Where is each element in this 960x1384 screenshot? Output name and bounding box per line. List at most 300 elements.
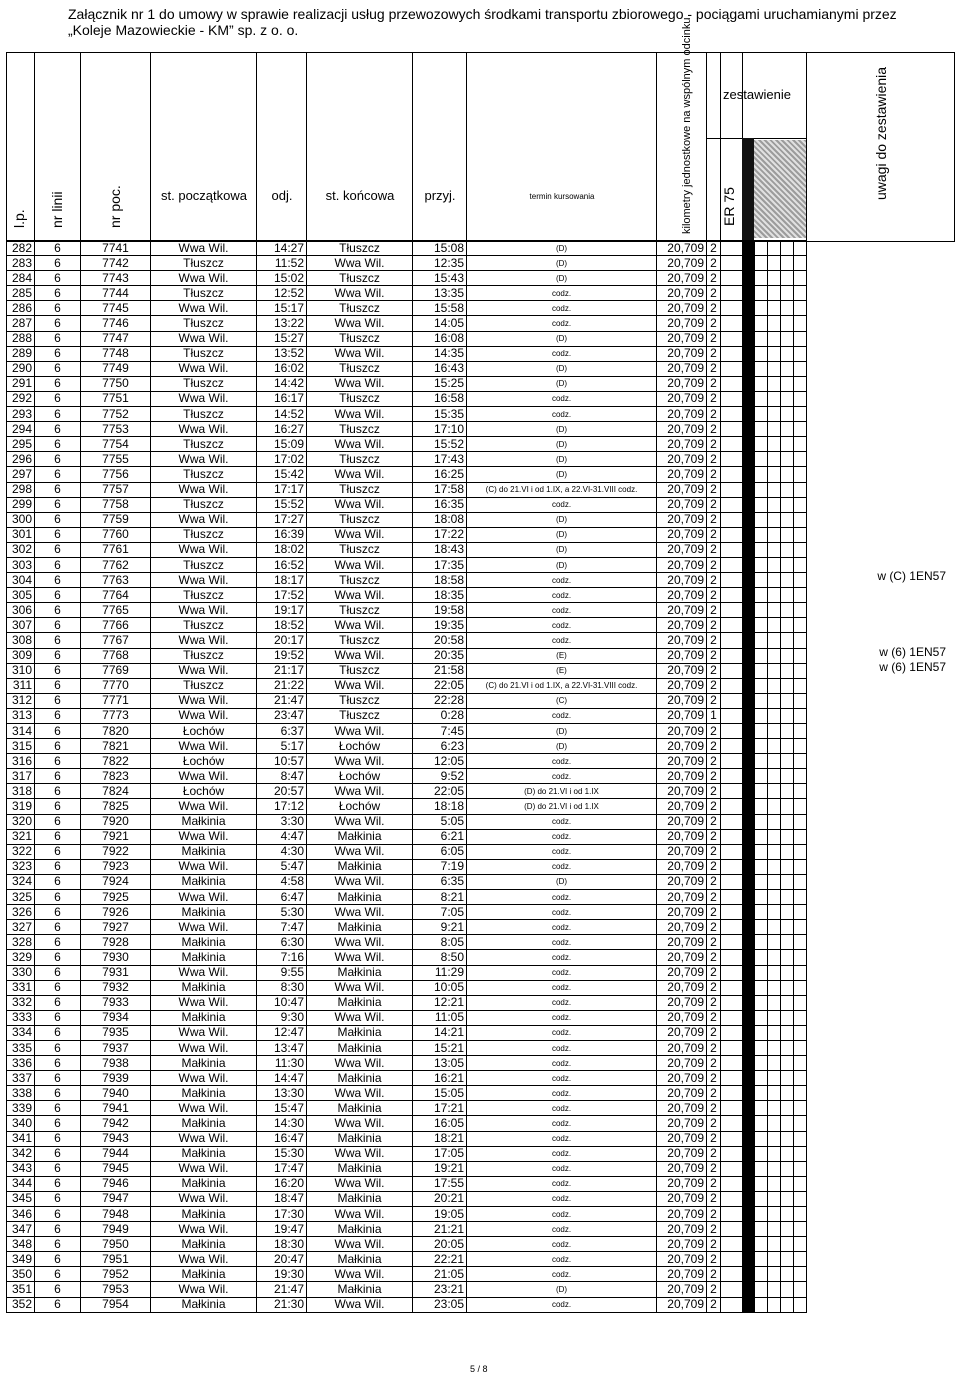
empty-cell [755, 799, 768, 814]
er75-cell [743, 1297, 755, 1312]
start-station-cell: Tłuszcz [151, 437, 257, 452]
km-cell: 20,709 [657, 1161, 707, 1176]
header-zestawienie: zestawienie [706, 52, 807, 139]
arrival-cell: 17:22 [413, 527, 467, 542]
er75-cell [743, 754, 755, 769]
header-odj: odj. [256, 52, 307, 240]
lp-cell: 322 [7, 844, 35, 859]
km-cell: 20,709 [657, 391, 707, 406]
linia-cell: 6 [35, 588, 81, 603]
empty-cell [794, 1252, 807, 1267]
termin-cell: codz. [467, 1040, 657, 1055]
empty-cell [781, 437, 794, 452]
empty-cell [781, 874, 794, 889]
empty-cell [768, 407, 781, 422]
empty-cell [721, 754, 743, 769]
er75-cell [743, 316, 755, 331]
lp-cell: 311 [7, 678, 35, 693]
termin-cell: (D) [467, 542, 657, 557]
termin-cell: (D) [467, 512, 657, 527]
departure-cell: 7:16 [257, 950, 307, 965]
empty-cell [755, 557, 768, 572]
km-cell: 20,709 [657, 1116, 707, 1131]
table-row [7, 693, 807, 708]
departure-cell: 17:27 [257, 512, 307, 527]
zestawienie-cell: 2 [707, 482, 721, 497]
poc-cell: 7757 [81, 482, 151, 497]
departure-cell: 16:17 [257, 391, 307, 406]
empty-cell [768, 618, 781, 633]
termin-cell: codz. [467, 965, 657, 980]
termin-cell: codz. [467, 1176, 657, 1191]
linia-cell: 6 [35, 316, 81, 331]
table-row [7, 1252, 807, 1267]
km-cell: 20,709 [657, 633, 707, 648]
poc-cell: 7943 [81, 1131, 151, 1146]
poc-cell: 7922 [81, 844, 151, 859]
empty-cell [755, 301, 768, 316]
empty-cell [755, 829, 768, 844]
table-row [7, 814, 807, 829]
empty-cell [781, 693, 794, 708]
empty-cell [755, 1131, 768, 1146]
arrival-cell: 23:05 [413, 1297, 467, 1312]
empty-cell [794, 1086, 807, 1101]
empty-cell [794, 603, 807, 618]
zestawienie-cell: 2 [707, 256, 721, 271]
zestawienie-cell: 2 [707, 542, 721, 557]
empty-cell [781, 557, 794, 572]
termin-cell: codz. [467, 814, 657, 829]
lp-cell: 285 [7, 286, 35, 301]
table-row [7, 905, 807, 920]
empty-cell [781, 1237, 794, 1252]
lp-cell: 317 [7, 769, 35, 784]
arrival-cell: 9:52 [413, 769, 467, 784]
zestawienie-cell: 2 [707, 1010, 721, 1025]
poc-cell: 7825 [81, 799, 151, 814]
departure-cell: 17:02 [257, 452, 307, 467]
empty-cell [755, 1056, 768, 1071]
empty-cell [781, 316, 794, 331]
departure-cell: 10:47 [257, 995, 307, 1010]
arrival-cell: 20:05 [413, 1237, 467, 1252]
arrival-cell: 21:21 [413, 1222, 467, 1237]
empty-cell [721, 1252, 743, 1267]
empty-cell [721, 980, 743, 995]
empty-cell [781, 603, 794, 618]
start-station-cell: Wwa Wil. [151, 1222, 257, 1237]
km-cell: 20,709 [657, 271, 707, 286]
empty-cell [781, 1086, 794, 1101]
empty-cell [768, 784, 781, 799]
end-station-cell: Wwa Wil. [307, 1086, 413, 1101]
empty-cell [755, 361, 768, 376]
start-station-cell: Wwa Wil. [151, 512, 257, 527]
table-row [7, 663, 807, 678]
empty-cell [721, 1161, 743, 1176]
empty-cell [755, 437, 768, 452]
end-station-cell: Wwa Wil. [307, 1116, 413, 1131]
arrival-cell: 12:35 [413, 256, 467, 271]
empty-cell [794, 678, 807, 693]
km-cell: 20,709 [657, 754, 707, 769]
start-station-cell: Wwa Wil. [151, 1161, 257, 1176]
table-row [7, 1191, 807, 1206]
start-station-cell: Małkinia [151, 1267, 257, 1282]
end-station-cell: Wwa Wil. [307, 376, 413, 391]
empty-cell [794, 724, 807, 739]
departure-cell: 6:37 [257, 724, 307, 739]
termin-cell: (C) do 21.VI i od 1.IX, a 22.VI-31.VIII codz. [467, 678, 657, 693]
table-row [7, 980, 807, 995]
er75-cell [743, 1146, 755, 1161]
linia-cell: 6 [35, 1222, 81, 1237]
start-station-cell: Wwa Wil. [151, 573, 257, 588]
departure-cell: 5:17 [257, 739, 307, 754]
empty-cell [755, 874, 768, 889]
departure-cell: 5:30 [257, 905, 307, 920]
termin-cell: codz. [467, 573, 657, 588]
empty-cell [721, 497, 743, 512]
termin-cell: codz. [467, 769, 657, 784]
empty-cell [794, 965, 807, 980]
empty-cell [794, 301, 807, 316]
empty-cell [794, 527, 807, 542]
termin-cell: codz. [467, 1267, 657, 1282]
zestawienie-cell: 2 [707, 467, 721, 482]
arrival-cell: 15:21 [413, 1040, 467, 1055]
poc-cell: 7767 [81, 633, 151, 648]
empty-cell [794, 467, 807, 482]
linia-cell: 6 [35, 814, 81, 829]
er75-cell [743, 1252, 755, 1267]
zestawienie-cell: 2 [707, 995, 721, 1010]
empty-cell [781, 890, 794, 905]
empty-cell [755, 241, 768, 256]
start-station-cell: Wwa Wil. [151, 633, 257, 648]
poc-cell: 7923 [81, 859, 151, 874]
start-station-cell: Wwa Wil. [151, 301, 257, 316]
arrival-cell: 21:58 [413, 663, 467, 678]
end-station-cell: Małkinia [307, 1025, 413, 1040]
lp-cell: 345 [7, 1191, 35, 1206]
er75-cell [743, 361, 755, 376]
empty-cell [781, 1146, 794, 1161]
empty-cell [721, 512, 743, 527]
empty-cell [755, 316, 768, 331]
arrival-cell: 23:21 [413, 1282, 467, 1297]
departure-cell: 11:52 [257, 256, 307, 271]
termin-cell: (D) [467, 256, 657, 271]
linia-cell: 6 [35, 391, 81, 406]
empty-cell [768, 588, 781, 603]
departure-cell: 16:52 [257, 557, 307, 572]
page-number: 5 / 8 [470, 1364, 488, 1374]
er75-cell [743, 874, 755, 889]
er75-cell [743, 482, 755, 497]
lp-cell: 337 [7, 1071, 35, 1086]
table-row [7, 467, 807, 482]
start-station-cell: Wwa Wil. [151, 1252, 257, 1267]
end-station-cell: Tłuszcz [307, 708, 413, 723]
km-cell: 20,709 [657, 497, 707, 512]
departure-cell: 3:30 [257, 814, 307, 829]
poc-cell: 7768 [81, 648, 151, 663]
linia-cell: 6 [35, 1176, 81, 1191]
table-row [7, 618, 807, 633]
empty-cell [768, 573, 781, 588]
start-station-cell: Wwa Wil. [151, 1191, 257, 1206]
lp-cell: 334 [7, 1025, 35, 1040]
empty-cell [755, 346, 768, 361]
km-cell: 20,709 [657, 769, 707, 784]
empty-cell [794, 935, 807, 950]
end-station-cell: Wwa Wil. [307, 754, 413, 769]
empty-cell [721, 1267, 743, 1282]
start-station-cell: Łochów [151, 754, 257, 769]
arrival-cell: 11:05 [413, 1010, 467, 1025]
header-er75: ER 75 [720, 52, 743, 240]
empty-cell [721, 256, 743, 271]
end-station-cell: Łochów [307, 799, 413, 814]
empty-cell [768, 678, 781, 693]
empty-cell [721, 542, 743, 557]
departure-cell: 11:30 [257, 1056, 307, 1071]
departure-cell: 8:30 [257, 980, 307, 995]
er75-cell [743, 784, 755, 799]
er75-cell [743, 603, 755, 618]
poc-cell: 7821 [81, 739, 151, 754]
zestawienie-cell: 2 [707, 241, 721, 256]
linia-cell: 6 [35, 361, 81, 376]
zestawienie-cell: 2 [707, 1267, 721, 1282]
lp-cell: 291 [7, 376, 35, 391]
table-row [7, 316, 807, 331]
empty-cell [721, 452, 743, 467]
empty-cell [794, 422, 807, 437]
lp-cell: 349 [7, 1252, 35, 1267]
lp-cell: 308 [7, 633, 35, 648]
arrival-cell: 10:05 [413, 980, 467, 995]
arrival-cell: 17:43 [413, 452, 467, 467]
empty-cell [755, 1282, 768, 1297]
termin-cell: codz. [467, 407, 657, 422]
empty-cell [794, 256, 807, 271]
empty-cell [755, 920, 768, 935]
empty-cell [755, 633, 768, 648]
empty-cell [768, 1101, 781, 1116]
table-row [7, 890, 807, 905]
er75-cell [743, 286, 755, 301]
empty-cell [768, 980, 781, 995]
empty-cell [768, 422, 781, 437]
empty-cell [794, 905, 807, 920]
er75-cell [743, 1101, 755, 1116]
table-row [7, 497, 807, 512]
header-uwagi: uwagi do zestawienia [806, 52, 955, 240]
linia-cell: 6 [35, 482, 81, 497]
end-station-cell: Wwa Wil. [307, 316, 413, 331]
empty-cell [768, 512, 781, 527]
zestawienie-cell: 2 [707, 784, 721, 799]
start-station-cell: Tłuszcz [151, 286, 257, 301]
zestawienie-cell: 2 [707, 527, 721, 542]
empty-cell [781, 301, 794, 316]
er75-cell [743, 769, 755, 784]
km-cell: 20,709 [657, 361, 707, 376]
er75-cell [743, 799, 755, 814]
er75-cell [743, 376, 755, 391]
empty-cell [794, 407, 807, 422]
termin-cell: codz. [467, 1056, 657, 1071]
lp-cell: 306 [7, 603, 35, 618]
poc-cell: 7746 [81, 316, 151, 331]
zestawienie-cell: 2 [707, 1237, 721, 1252]
empty-cell [721, 1025, 743, 1040]
linia-cell: 6 [35, 754, 81, 769]
departure-cell: 13:22 [257, 316, 307, 331]
km-cell: 20,709 [657, 1040, 707, 1055]
poc-cell: 7931 [81, 965, 151, 980]
departure-cell: 15:42 [257, 467, 307, 482]
arrival-cell: 17:05 [413, 1146, 467, 1161]
zestawienie-cell: 2 [707, 890, 721, 905]
km-cell: 20,709 [657, 603, 707, 618]
termin-cell: codz. [467, 1222, 657, 1237]
empty-cell [768, 482, 781, 497]
poc-cell: 7930 [81, 950, 151, 965]
empty-cell [755, 995, 768, 1010]
er75-cell [743, 890, 755, 905]
table-row [7, 799, 807, 814]
km-cell: 20,709 [657, 1297, 707, 1312]
header-nr-linii: nr linii [34, 52, 81, 240]
linia-cell: 6 [35, 241, 81, 256]
empty-cell [781, 1176, 794, 1191]
km-cell: 20,709 [657, 1267, 707, 1282]
departure-cell: 16:02 [257, 361, 307, 376]
empty-cell [768, 346, 781, 361]
end-station-cell: Tłuszcz [307, 693, 413, 708]
zestawienie-cell: 2 [707, 452, 721, 467]
km-cell: 20,709 [657, 346, 707, 361]
empty-cell [794, 573, 807, 588]
linia-cell: 6 [35, 980, 81, 995]
zestawienie-cell: 2 [707, 905, 721, 920]
empty-cell [721, 678, 743, 693]
empty-cell [781, 497, 794, 512]
zestawienie-cell: 2 [707, 1025, 721, 1040]
empty-cell [721, 633, 743, 648]
empty-cell [755, 542, 768, 557]
empty-cell [755, 482, 768, 497]
table-row [7, 874, 807, 889]
linia-cell: 6 [35, 452, 81, 467]
empty-cell [768, 1025, 781, 1040]
er75-cell [743, 633, 755, 648]
empty-cell [768, 708, 781, 723]
km-cell: 20,709 [657, 301, 707, 316]
end-station-cell: Małkinia [307, 1161, 413, 1176]
empty-cell [755, 724, 768, 739]
departure-cell: 4:30 [257, 844, 307, 859]
empty-cell [781, 1267, 794, 1282]
empty-cell [721, 1131, 743, 1146]
end-station-cell: Wwa Wil. [307, 588, 413, 603]
zestawienie-cell: 2 [707, 950, 721, 965]
departure-cell: 9:55 [257, 965, 307, 980]
table-row [7, 588, 807, 603]
empty-cell [794, 618, 807, 633]
poc-cell: 7762 [81, 557, 151, 572]
table-row [7, 603, 807, 618]
empty-cell [794, 995, 807, 1010]
empty-cell [755, 1025, 768, 1040]
empty-cell [721, 1207, 743, 1222]
end-station-cell: Wwa Wil. [307, 814, 413, 829]
zestawienie-cell: 2 [707, 1176, 721, 1191]
lp-cell: 302 [7, 542, 35, 557]
start-station-cell: Tłuszcz [151, 588, 257, 603]
empty-cell [794, 739, 807, 754]
empty-cell [768, 890, 781, 905]
lp-cell: 299 [7, 497, 35, 512]
km-cell: 20,709 [657, 859, 707, 874]
empty-cell [721, 1116, 743, 1131]
table-row [7, 301, 807, 316]
end-station-cell: Wwa Wil. [307, 935, 413, 950]
lp-cell: 309 [7, 648, 35, 663]
er75-cell [743, 437, 755, 452]
empty-cell [721, 241, 743, 256]
empty-cell [794, 482, 807, 497]
empty-cell [721, 1101, 743, 1116]
linia-cell: 6 [35, 1101, 81, 1116]
poc-cell: 7748 [81, 346, 151, 361]
lp-cell: 344 [7, 1176, 35, 1191]
linia-cell: 6 [35, 829, 81, 844]
empty-cell [755, 256, 768, 271]
empty-cell [781, 905, 794, 920]
table-row [7, 648, 807, 663]
table-row [7, 422, 807, 437]
er75-cell [743, 739, 755, 754]
departure-cell: 21:22 [257, 678, 307, 693]
end-station-cell: Małkinia [307, 1040, 413, 1055]
table-row [7, 784, 807, 799]
arrival-cell: 14:05 [413, 316, 467, 331]
km-cell: 20,709 [657, 1131, 707, 1146]
empty-cell [768, 1176, 781, 1191]
linia-cell: 6 [35, 467, 81, 482]
empty-cell [781, 1056, 794, 1071]
departure-cell: 4:58 [257, 874, 307, 889]
poc-cell: 7950 [81, 1237, 151, 1252]
km-cell: 20,709 [657, 874, 707, 889]
table-row [7, 1056, 807, 1071]
km-cell: 20,709 [657, 890, 707, 905]
lp-cell: 310 [7, 663, 35, 678]
table-row [7, 1040, 807, 1055]
lp-cell: 288 [7, 331, 35, 346]
empty-cell [794, 1040, 807, 1055]
end-station-cell: Wwa Wil. [307, 905, 413, 920]
empty-cell [781, 361, 794, 376]
poc-cell: 7945 [81, 1161, 151, 1176]
empty-cell [781, 935, 794, 950]
departure-cell: 21:17 [257, 663, 307, 678]
